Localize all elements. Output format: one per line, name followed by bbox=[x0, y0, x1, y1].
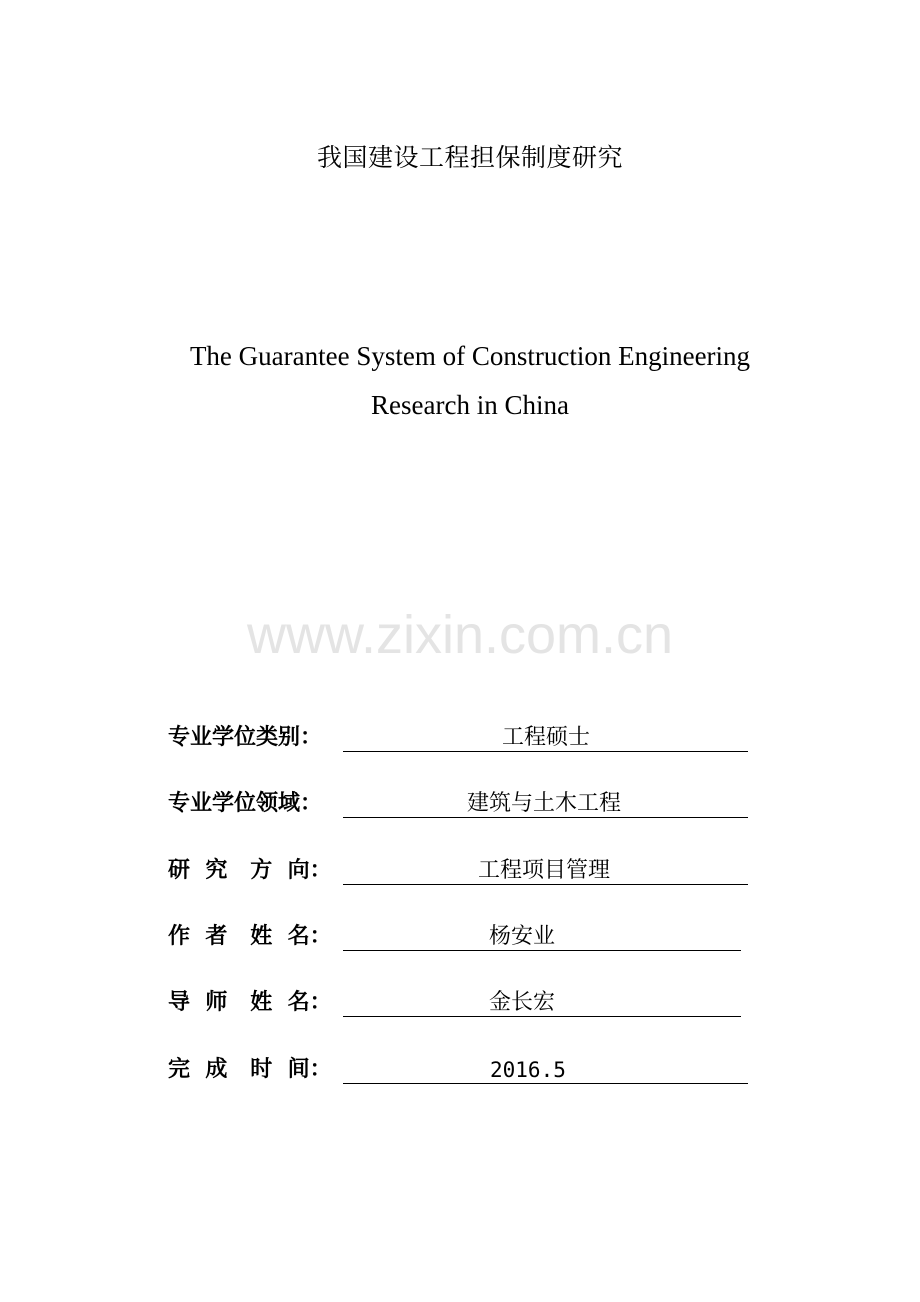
field-value: 工程硕士 bbox=[502, 725, 591, 750]
field-value: 金长宏 bbox=[489, 990, 556, 1015]
field-label: 导 师 姓 名： bbox=[168, 990, 332, 1015]
thesis-title-english-line-2: Research in China bbox=[371, 390, 569, 420]
field-value: 杨安业 bbox=[489, 924, 556, 949]
field-label: 专业学位领域： bbox=[168, 791, 323, 816]
thesis-title-english-line-1: The Guarantee System of Construction Engineering bbox=[189, 341, 751, 371]
field-label: 作 者 姓 名： bbox=[168, 924, 332, 949]
field-value: 2016.5 bbox=[490, 1058, 566, 1082]
field-value: 建筑与土木工程 bbox=[467, 791, 622, 816]
field-value: 工程项目管理 bbox=[478, 858, 611, 883]
field-label: 研 究 方 向： bbox=[168, 858, 332, 883]
thesis-title-chinese: 我国建设工程担保制度研究 bbox=[316, 143, 623, 172]
field-label: 专业学位类别： bbox=[168, 725, 323, 750]
watermark: www.zixin.com.cn bbox=[246, 605, 674, 665]
field-label: 完 成 时 间： bbox=[168, 1057, 332, 1082]
